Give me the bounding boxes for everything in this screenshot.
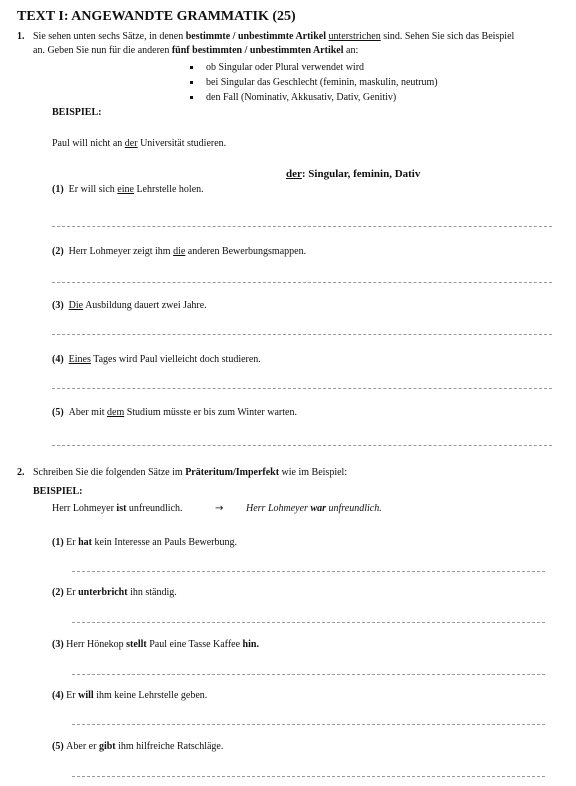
q2-number: 2. xyxy=(17,467,25,478)
answer-line[interactable] xyxy=(72,724,545,725)
q1-item-3: (3) Die Ausbildung dauert zwei Jahre. xyxy=(52,300,207,311)
answer-line[interactable] xyxy=(52,388,552,389)
answer-line[interactable] xyxy=(52,282,552,283)
q1-instruction-line1: Sie sehen unten sechs Sätze, in denen bestimmte / unbestimmte Artikel unterstrichen sind. Sehen Sie sich das Beispiel xyxy=(33,31,515,42)
answer-line[interactable] xyxy=(72,674,545,675)
bullet-item: ob Singular oder Plural verwendet wird xyxy=(188,60,438,75)
answer-line[interactable] xyxy=(52,226,552,227)
q1-number: 1. xyxy=(17,31,25,42)
answer-line[interactable] xyxy=(72,571,545,572)
q2-item-3: (3) Herr Hönekop stellt Paul eine Tasse Kaffee hin. xyxy=(52,639,259,650)
q1-example-answer: der: Singular, feminin, Dativ xyxy=(286,168,421,180)
q1-bullet-list xyxy=(188,60,438,105)
page-title: TEXT I: ANGEWANDTE GRAMMATIK (25) xyxy=(17,9,296,24)
q2-example-sentence: Herr Lohmeyer ist unfreundlich. xyxy=(52,503,183,514)
answer-line[interactable] xyxy=(72,776,545,777)
arrow-right-icon: → xyxy=(215,503,224,514)
q2-example-label: BEISPIEL: xyxy=(33,486,83,497)
q2-example-result: Herr Lohmeyer war unfreundlich. xyxy=(246,503,382,514)
q1-item-5: (5) Aber mit dem Studium müsste er bis zum Winter warten. xyxy=(52,407,297,418)
bullet-item: bei Singular das Geschlecht (feminin, maskulin, neutrum) xyxy=(188,75,438,90)
answer-line[interactable] xyxy=(52,334,552,335)
q1-example-label: BEISPIEL: xyxy=(52,107,102,118)
q1-example-sentence: Paul will nicht an der Universität studieren. xyxy=(52,138,227,149)
q2-item-4: (4) Er will ihm keine Lehrstelle geben. xyxy=(52,690,208,701)
q1-instruction-line2: an. Geben Sie nun für die anderen fünf bestimmten / unbestimmten Artikel an: xyxy=(33,45,359,56)
q2-item-5: (5) Aber er gibt ihm hilfreiche Ratschläge. xyxy=(52,741,224,752)
q1-item-2: (2) Herr Lohmeyer zeigt ihm die anderen Bewerbungsmappen. xyxy=(52,246,307,257)
answer-line[interactable] xyxy=(72,622,545,623)
q2-item-1: (1) Er hat kein Interesse an Pauls Bewerbung. xyxy=(52,537,237,548)
q1-item-4: (4) Eines Tages wird Paul vielleicht doch studieren. xyxy=(52,354,261,365)
answer-line[interactable] xyxy=(52,445,552,446)
q1-item-1: (1) Er will sich eine Lehrstelle holen. xyxy=(52,184,204,195)
bullet-item: den Fall (Nominativ, Akkusativ, Dativ, Genitiv) xyxy=(188,90,438,105)
q2-instruction: Schreiben Sie die folgenden Sätze im Präteritum/Imperfekt wie im Beispiel: xyxy=(33,467,348,478)
q2-item-2: (2) Er unterbricht ihn ständig. xyxy=(52,587,177,598)
